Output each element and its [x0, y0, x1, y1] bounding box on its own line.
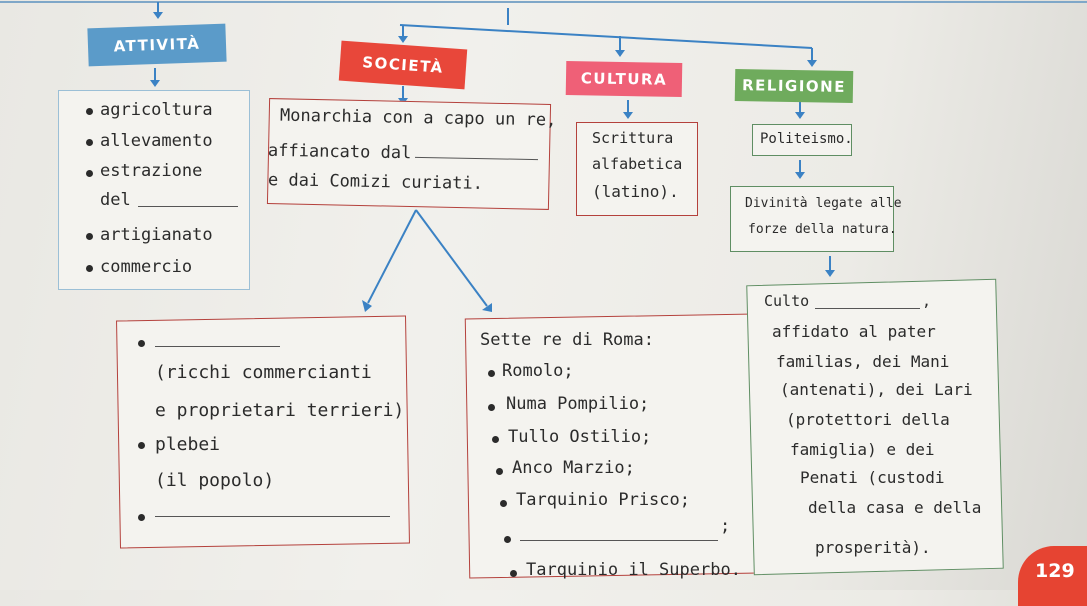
- attivita-item-commercio: commercio: [100, 257, 193, 277]
- culto-line-3: (antenati), dei Lari: [780, 380, 973, 399]
- re-title: Sette re di Roma:: [480, 330, 654, 350]
- bullet: [138, 514, 145, 521]
- blank-line-patrizi: [155, 346, 280, 347]
- king-2: Numa Pompilio;: [506, 394, 650, 414]
- blank-line-king: [520, 540, 718, 541]
- header-cultura: [566, 61, 683, 97]
- attivita-item-estrazione: estrazione: [100, 161, 203, 181]
- culto-line-8: prosperità).: [815, 538, 931, 557]
- societa-line-3: e dai Comizi curiati.: [267, 170, 484, 194]
- bullet: [86, 139, 93, 146]
- culto-line-2: familias, dei Mani: [776, 352, 950, 371]
- bullet: [138, 340, 145, 347]
- page-number: 129: [1035, 560, 1075, 582]
- attivita-item-agricoltura: agricoltura: [100, 100, 213, 120]
- blank-line-culto: [815, 308, 920, 309]
- bullet: [500, 500, 507, 507]
- bullet: [488, 404, 495, 411]
- bullet: [504, 536, 511, 543]
- societa-line-1: Monarchia con a capo un re,: [279, 105, 557, 131]
- cultura-line-3: (latino).: [592, 182, 679, 201]
- bullet: [138, 442, 145, 449]
- header-attivita-label: ATTIVITÀ: [113, 34, 201, 56]
- culto-line-7: della casa e della: [808, 498, 982, 517]
- attivita-del-label: del: [100, 190, 131, 210]
- patrizi-line-1: (ricchi commercianti: [155, 362, 372, 383]
- patrizi-popolo: (il popolo): [155, 470, 275, 491]
- divinita-line-2: forze della natura.: [748, 222, 897, 237]
- culto-comma: ,: [922, 292, 932, 310]
- culto-line-4: (protettori della: [786, 410, 950, 429]
- culto-label: Culto: [764, 292, 810, 310]
- header-attivita: [87, 24, 226, 67]
- king-5: Tarquinio Prisco;: [516, 490, 690, 510]
- patrizi-box: [116, 315, 410, 548]
- blank-line-del: [138, 206, 238, 207]
- patrizi-line-2: e proprietari terrieri): [155, 400, 405, 421]
- header-religione: [735, 69, 854, 103]
- header-religione-label: RELIGIONE: [741, 76, 847, 96]
- header-societa-label: SOCIETÀ: [361, 53, 445, 77]
- king-4: Anco Marzio;: [512, 458, 635, 478]
- blank-line-popolo: [155, 516, 390, 517]
- bullet: [496, 468, 503, 475]
- bullet: [510, 570, 517, 577]
- king-blank-suffix: ;: [720, 516, 731, 536]
- bullet: [86, 108, 93, 115]
- divinita-line-1: Divinità legate alle: [745, 196, 902, 211]
- king-1: Romolo;: [502, 361, 574, 381]
- attivita-item-artigianato: artigianato: [100, 225, 213, 245]
- cultura-line-2: alfabetica: [592, 155, 683, 173]
- header-cultura-label: CULTURA: [580, 69, 668, 89]
- patrizi-plebei: plebei: [155, 434, 221, 455]
- culto-line-6: Penati (custodi: [800, 468, 945, 487]
- bullet: [488, 370, 495, 377]
- culto-line-1: affidato al pater: [772, 322, 936, 341]
- bullet: [86, 170, 93, 177]
- politeismo-text: Politeismo.: [760, 131, 853, 147]
- bullet: [86, 233, 93, 240]
- societa-line-2: affiancato dal: [267, 140, 412, 164]
- king-last: Tarquinio il Superbo.: [526, 560, 741, 580]
- culto-line-5: famiglia) e dei: [790, 440, 935, 459]
- cultura-line-1: Scrittura: [592, 129, 674, 147]
- bullet: [86, 265, 93, 272]
- king-3: Tullo Ostilio;: [508, 427, 652, 447]
- bullet: [492, 436, 499, 443]
- attivita-item-allevamento: allevamento: [100, 131, 213, 151]
